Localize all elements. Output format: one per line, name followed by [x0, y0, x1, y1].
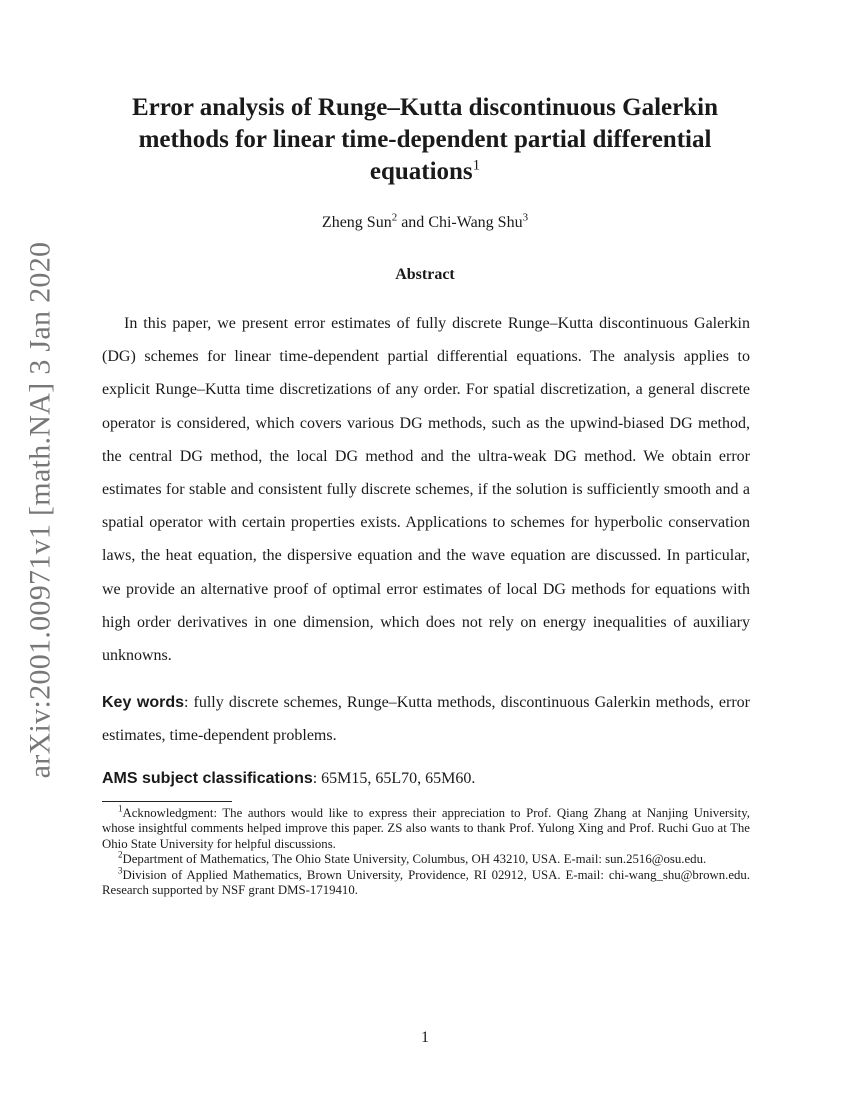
footnote-1-text: Acknowledgment: The authors would like to express their appreciation to Prof. Qiang Zhang at Nanjing University, whose insightful comments helped improve this paper. ZS also wants to thank Prof. Yulong Xing and Prof. Ruchi Guo at The Ohio State University for helpful discussions.	[102, 806, 750, 851]
footnote-3-text: Division of Applied Mathematics, Brown University, Providence, RI 02912, USA. E-mail: chi-wang_shu@brown.edu. Research supported by NSF grant DMS-1719410.	[102, 867, 750, 898]
title-footnote-mark: 1	[472, 157, 481, 174]
ams-classification-line	[102, 770, 750, 788]
footnotes	[102, 803, 750, 898]
author-2-mark: 3	[522, 211, 529, 224]
footnote-1-mark: 1	[118, 803, 123, 814]
keywords-text: : fully discrete schemes, Runge–Kutta methods, discontinuous Galerkin methods, error estimates, time-dependent problems.	[102, 694, 751, 744]
footnote-2-mark: 2	[118, 849, 123, 860]
abstract-body: In this paper, we present error estimates of fully discrete Runge–Kutta discontinuous Galerkin (DG) schemes for linear time-dependent partial differential equations. The analysis applies to explicit Runge–Kutta time discretizations of any order. For spatial discretization, a general discrete operator is considered, which covers various DG methods, such as the upwind-biased DG method, the central DG method, the local DG method and the ultra-weak DG method. We obtain error estimates for stable and consistent fully discrete schemes, if the solution is sufficiently smooth and a spatial operator with certain properties exists. Applications to schemes for hyperbolic conservation laws, the heat equation, the dispersive equation and the wave equation are discussed. In particular, we provide an alternative proof of optimal error estimates of local DG methods for equations with high order derivatives in one dimension, which does not rely on energy inequalities of auxiliary unknowns.	[102, 315, 750, 665]
ams-label: AMS subject classifications	[102, 770, 313, 787]
paper-title-text: Error analysis of Runge–Kutta discontinuous Galerkin methods for linear time-dependent partial differential equations	[132, 94, 718, 185]
author-2: Chi-Wang Shu	[428, 214, 523, 231]
footnote-2-text: Department of Mathematics, The Ohio State University, Columbus, OH 43210, USA. E-mail: sun.2516@osu.edu.	[122, 852, 707, 867]
arxiv-identifier-text: arXiv:2001.00971v1 [math.NA] 3 Jan 2020	[23, 241, 57, 779]
footnote-2	[102, 849, 750, 867]
arxiv-identifier-stamp	[12, 241, 68, 779]
author-line	[100, 211, 750, 232]
footnote-3-mark: 3	[118, 865, 123, 876]
footnote-1	[102, 803, 750, 852]
page-number: 1	[421, 1029, 429, 1046]
footnote-rule	[102, 801, 232, 802]
author-1: Zheng Sun	[321, 214, 392, 231]
ams-text: : 65M15, 65L70, 65M60.	[312, 770, 476, 787]
footnote-3	[102, 865, 750, 899]
keywords-line	[102, 686, 750, 752]
paper-title	[100, 92, 750, 188]
keywords-label: Key words	[102, 694, 184, 711]
author-1-mark: 2	[391, 211, 398, 224]
abstract-heading: Abstract	[395, 266, 455, 283]
author-connector: and	[401, 214, 425, 231]
